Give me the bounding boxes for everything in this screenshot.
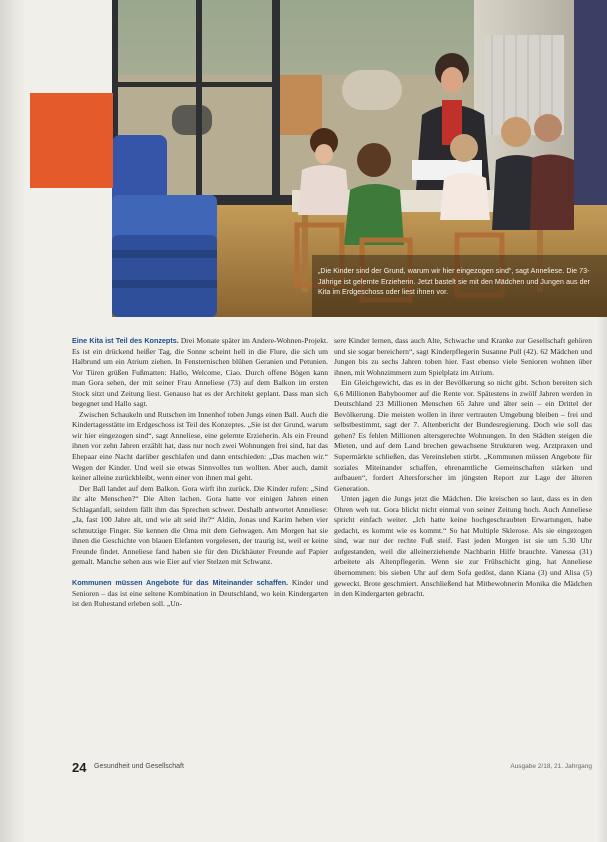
- article-paragraph: [72, 336, 328, 410]
- paragraph-text: Kinder und Senioren – das ist eine seltene Kombination in Deutschland, wo kein Kindergarten ist den Ruhestand erleben soll. „Un-: [72, 578, 328, 609]
- paragraph-heading: Eine Kita ist Teil des Konzepts.: [72, 336, 179, 345]
- paragraph-text: Drei Monate später im Andere-Wohnen-Projekt. Es ist ein drückend heißer Tag, die Sonne scheint hell in die Flure, die sich um Halbrund um ein Atrium ziehen. In Fensternischen blühen Geranien und Petunien. Vor Türen grüßen Fußmatten: Hallo, Welcome, Ciao. Durch offene Bögen kann man Gora sehen, der mit seiner Frau Anneliese (73) auf dem Balkon im ersten Stock sitzt und Zeitung liest. Genauso hat es der Architekt geplant. Dass man sich begegnet und Hallo sagt.: [72, 336, 329, 409]
- page-gutter: [0, 0, 26, 842]
- article-paragraph: Unten jagen die Jungs jetzt die Mädchen. Die kreischen so laut, dass es in den Ohren weh tut. Gora blickt nicht einmal von seiner Zeitung hoch. Auch Anneliese spricht einfach weiter. „Ich hatte keine hochgeschraubten Erwartungen, habe gedacht, es kommt wie es kommt.“ So hat Multiple Sklerose. Als sie eingezogen sind, war nur der rechte Fuß steif. Fast jeden Morgen ist sie um 5.30 Uhr aufgestanden, weil die alleinerziehende Nachbarin Hilfe brauchte. Vanessa (31) arbeitete als Altenpflegerin. Wenn sie zur Frühschicht ging, hat Anneliese übernommen: bis sieben Uhr auf dem Sofa gedöst, dann Kiana (3) und Alisa (5) geweckt. Brote geschmiert. Anschließend hat Mitbewohnerin Monika die Mädchen in den Kindergarten gebracht.: [334, 494, 592, 599]
- photo-caption: „Die Kinder sind der Grund, warum wir hier eingezogen sind“, sagt Anneliese. Die 73-Jährige ist gelernte Erzieherin. Jetzt bastelt sie mit den Mädchen und Jungen aus der Kita im Erdgeschoss oder liest ihnen vor.: [318, 267, 590, 297]
- article-paragraph: Ein Gleichgewicht, das es in der Bevölkerung so nicht gibt. Schon bereiten sich 6,6 Millionen Babyboomer auf die Rente vor. Spätestens in zwölf Jahren werden in Deutschland 23 Millionen Menschen 65 Jahre und älter sein – ein Drittel der Bevölkerung. Die meisten wollen in ihrer vertrauten Umgebung bleiben – frei und selbstbestimmt, sagt der 7. Altenbericht der Bundesregierung. Doch wie soll das gehen? Es fehlen Millionen altersgerechte Wohnungen. In den Städten steigen die Mieten, und auf dem Land brechen gewachsene Strukturen weg. Arztpraxen und Supermärkte schließen, das Vereinsleben stirbt. „Kommunen müssen Angebote für soziales Miteinander schaffen, ehrenamtliche Gemeinschaften stärken und aufbauen“, fordert Altersforscher im jüngsten Report zur Lage der älteren Generation.: [334, 378, 592, 493]
- paragraph-heading: Kommunen müssen Angebote für das Miteinander schaffen.: [72, 578, 289, 588]
- page-footer: [72, 762, 592, 776]
- page-number: 24: [72, 760, 87, 775]
- section-title: Gesundheit und Gesellschaft: [94, 763, 184, 770]
- article-paragraph: sere Kinder lernen, dass auch Alte, Schwache und Kranke zur Gesellschaft gehören und sie sogar bereichern“, sagt Kinderpflegerin Susanne Pull (42). 62 Mädchen und Jungen bis zu sechs Jahren toben hier. Fast ebenso viele Senioren wohnen über ihnen, mit Wohnzimmern zum Spielplatz im Atrium.: [334, 336, 592, 377]
- article-paragraph: [72, 578, 328, 610]
- issue-info: Ausgabe 2/18, 21. Jahrgang: [510, 763, 592, 770]
- article-column-right: [334, 336, 592, 600]
- accent-color-block: [30, 93, 113, 188]
- article-column-left: [72, 336, 328, 610]
- article-paragraph: Zwischen Schaukeln und Rutschen im Innenhof toben Jungs einen Ball. Auch die Kindertagesstätte im Erdgeschoss ist Teil des Konzeptes. „Sie ist der Grund, warum wir hier eingezogen sind“, sagt Anneliese, eine gelernte Erzieherin. Als ein Freund ihnen vor zehn Jahren erzählt hat, dass nur noch zwei Wohnungen frei sind, hat das Ehepaar eine Nacht darüber geschlafen und dann entschieden: „Das machen wir.“ Wegen der Kinder. Und weil sie etwas Sinnvolles tun wollten. Aber auch, damit keiner alleine zurückbleibt, wenn einer von ihnen mal geht.: [72, 409, 328, 483]
- article-paragraph: Der Ball landet auf dem Balkon. Gora wirft ihn zurück. Die Kinder rufen: „Sind ihr alte Menschen?“ Die Alten lachen. Gora hatte vor einigen Jahren einen Schlaganfall, seitdem fällt ihm das Sprechen schwer. Deshalb antwortet Anneliese: „Ja, fast 100 Jahre alt, und wie alt seid ihr?“ Aldin, Jonas und Karim heben vier schmutzige Finger. Sie kennen die Oma mit dem Gehwagen. Am Morgen hat sie ihnen die Geschichte von blauen Elefanten vorgelesen, der traurig ist, weil er keine Freunde findet. Anneliese fand haben sie für den Dickhäuter Freunde auf Papier gemalt. Manche sehen aus wie Eier auf vier Stelzen mit Schwanz.: [72, 483, 328, 567]
